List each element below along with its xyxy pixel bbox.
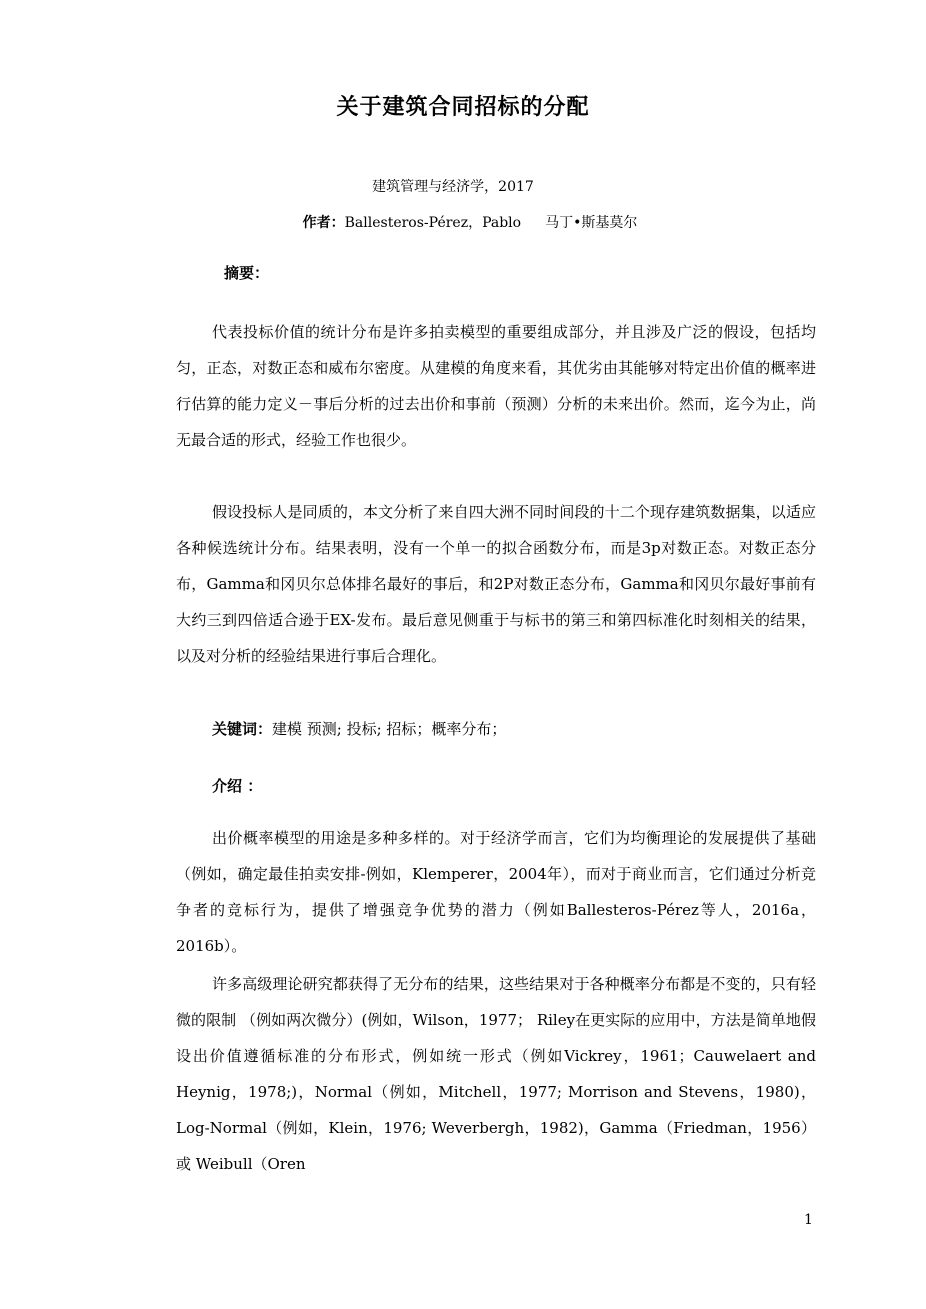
- keywords-line: [212, 718, 506, 739]
- keywords-text: 建模 预测; 投标; 招标；概率分布；: [272, 720, 507, 738]
- author-name: Ballesteros-Pérez，Pablo: [344, 215, 522, 231]
- paper-title: 关于建筑合同招标的分配: [336, 95, 590, 120]
- abstract-heading: 摘要：: [224, 264, 270, 282]
- journal-citation: 建筑管理与经济学，2017: [372, 179, 534, 195]
- body-paragraph: 许多高级理论研究都获得了无分布的结果，这些结果对于各种概率分布都是不变的，只有轻微的限制 （例如两次微分）(例如，Wilson，1977； Riley在更实际的应用中，方法是简单地假设出价值遵循标准的分布形式，例如统一形式（例如Vickrey，1961；Cauwelaert and Heynig，1978;)，Normal（例如，Mitchell，1977; Morrison and Stevens，1980)，Log-Normal（例如，Klein，1976; Weverbergh，1982)，Gamma（Friedman，1956）或 Weibull（Oren: [176, 975, 816, 1173]
- keywords-label: 关键词：: [212, 720, 273, 738]
- abstract-paragraph: 假设投标人是同质的，本文分析了来自四大洲不同时间段的十二个现存建筑数据集，以适应各种候选统计分布。结果表明，没有一个单一的拟合函数分布，而是3p对数正态。对数正态分布，Gamma和冈贝尔总体排名最好的事后，和2P对数正态分布，Gamma和冈贝尔最好事前有大约三到四倍适合逊于EX-发布。最后意见侧重于与标书的第三和第四标准化时刻相关的结果，以及对分析的经验结果进行事后合理化。: [176, 503, 816, 665]
- author-name: 马丁•斯基莫尔: [545, 215, 638, 231]
- introduction-heading: 介绍 ：: [212, 777, 263, 795]
- author-line: [0, 212, 926, 232]
- page-number: 1: [804, 1212, 813, 1228]
- abstract-paragraph: 代表投标价值的统计分布是许多拍卖模型的重要组成部分，并且涉及广泛的假设，包括均匀，正态，对数正态和威布尔密度。从建模的角度来看，其优劣由其能够对特定出价值的概率进行估算的能力定义－事后分析的过去出价和事前（预测）分析的未来出价。然而，迄今为止，尚无最合适的形式，经验工作也很少。: [176, 323, 816, 449]
- body-paragraph: 出价概率模型的用途是多种多样的。对于经济学而言，它们为均衡理论的发展提供了基础（例如，确定最佳拍卖安排-例如，Klemperer，2004年），而对于商业而言，它们通过分析竞争者的竞标行为，提供了增强竞争优势的潜力（例如Ballesteros-Pérez等人，2016a，2016b）。: [176, 829, 816, 955]
- authors-label: 作者：: [302, 215, 345, 231]
